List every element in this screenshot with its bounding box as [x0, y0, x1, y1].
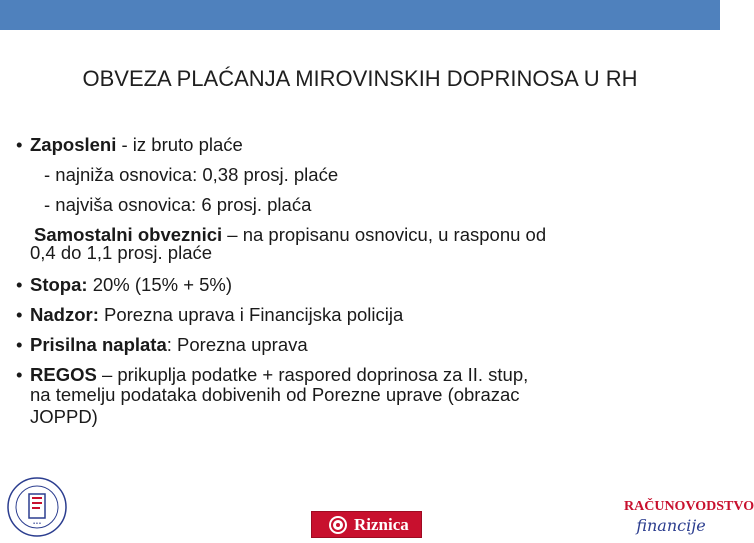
item-text: – prikuplja podatke + raspored doprinosa za II. stup, [96, 364, 529, 385]
item-label-bold: Samostalni obveznici [34, 224, 223, 245]
riznica-logo [311, 511, 422, 538]
riznica-emblem-icon [328, 515, 348, 535]
logo-text-top: RAČUNOVODSTVO [624, 499, 754, 514]
riznica-text: Riznica [354, 514, 409, 534]
racunovodstvo-financije-logo [624, 497, 754, 539]
list-item [16, 130, 706, 160]
item-text: 20% (15% + 5%) [87, 274, 233, 295]
item-label-bold: Nadzor: [30, 304, 99, 325]
bullet-icon: • [16, 334, 23, 355]
list-item [16, 270, 706, 300]
logo-text-bottom: financije [636, 516, 706, 535]
sub-item: - najviša osnovica: 6 prosj. plaća [44, 194, 312, 215]
item-label-bold: REGOS [30, 364, 97, 385]
item-continuation: JOPPD) [30, 406, 98, 427]
item-continuation: 0,4 do 1,1 prosj. plaće [30, 242, 213, 263]
item-label-bold: Stopa: [30, 274, 88, 295]
svg-text:•••: ••• [32, 521, 42, 527]
item-text: - iz bruto plaće [116, 134, 243, 155]
bullet-icon: • [16, 274, 23, 295]
item-label-bold: Zaposleni [30, 134, 117, 155]
top-banner [0, 0, 720, 30]
bullet-icon: • [16, 134, 23, 155]
bullet-icon: • [16, 364, 23, 385]
sub-item: - najniža osnovica: 0,38 prosj. plaće [44, 164, 339, 185]
item-text: : Porezna uprava [166, 334, 308, 355]
bullet-icon: • [16, 304, 23, 325]
list-item [16, 330, 706, 360]
item-label-bold: Prisilna naplata [30, 334, 167, 355]
item-continuation: na temelju podataka dobivenih od Porezne uprave (obrazac [30, 384, 520, 405]
slide-content [16, 130, 706, 428]
list-item [16, 300, 706, 330]
institution-seal-logo [2, 476, 72, 538]
slide-title: OBVEZA PLAĆANJA MIROVINSKIH DOPRINOSA U RH [82, 66, 638, 91]
item-text: – na propisanu osnovicu, u rasponu od [222, 224, 547, 245]
item-text: Porezna uprava i Financijska policija [98, 304, 404, 325]
